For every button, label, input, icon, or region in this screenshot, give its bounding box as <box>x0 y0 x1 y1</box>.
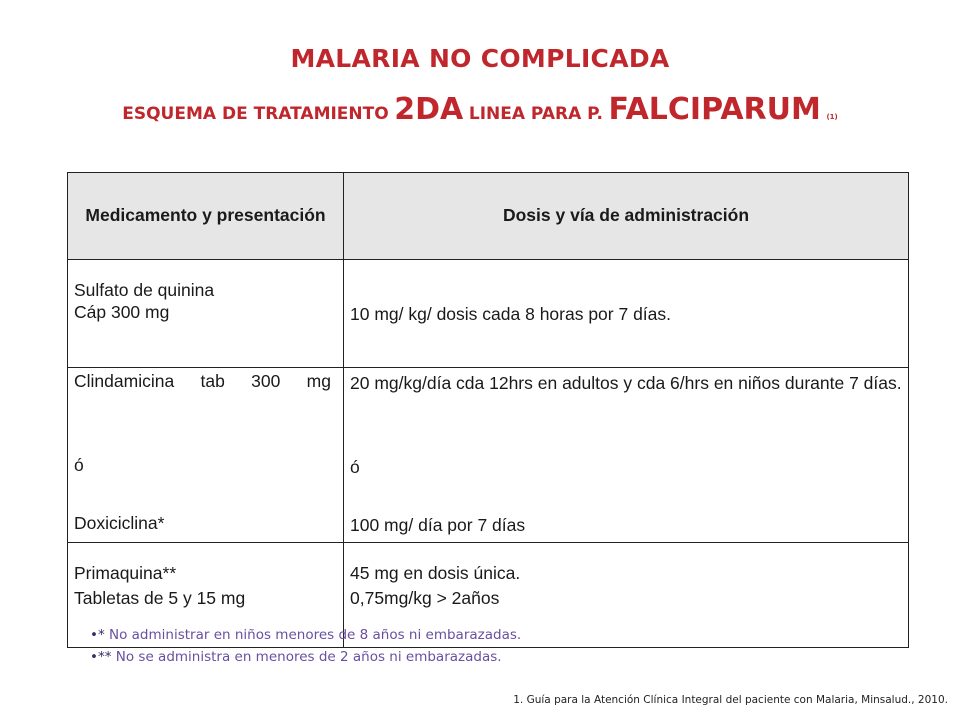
table-row <box>68 368 909 543</box>
footnote-text: No se administra en menores de 2 años ni embarazadas. <box>111 649 502 665</box>
footnote-marker: •* <box>90 627 105 643</box>
dose-cell <box>344 260 909 368</box>
footnote-marker: •** <box>90 649 112 665</box>
dose-cell <box>344 368 909 543</box>
treatment-table <box>67 172 909 648</box>
medication-line: ó <box>74 455 84 475</box>
dose-line: ó <box>350 457 360 477</box>
slide-title: MALARIA NO COMPLICADA <box>290 44 670 73</box>
footnotes <box>90 624 521 668</box>
table-header-row <box>68 173 909 260</box>
medication-line: Clindamicina tab 300 mg <box>74 371 331 391</box>
subtitle-part4: FALCIPARUM <box>608 92 821 127</box>
medication-line: Tabletas de 5 y 15 mg <box>74 587 246 608</box>
dose-line: 100 mg/ día por 7 días <box>350 515 526 535</box>
footnote-text: No administrar en niños menores de 8 años ni embarazadas. <box>104 627 522 643</box>
slide-subtitle <box>0 92 960 127</box>
dose-line: 10 mg/ kg/ dosis cada 8 horas por 7 días. <box>350 304 672 325</box>
medication-line: Sulfato de quinina <box>74 280 215 300</box>
reference-citation: 1. Guía para la Atención Clínica Integral del paciente con Malaria, Minsalud., 2010. <box>513 694 948 706</box>
subtitle-part1: ESQUEMA DE TRATAMIENTO <box>122 104 389 124</box>
subtitle-part2: 2DA <box>394 92 464 127</box>
medication-line: Cáp 300 mg <box>74 301 170 322</box>
table-row <box>68 260 909 368</box>
medication-line: Doxiciclina* <box>74 513 165 533</box>
medication-cell <box>68 260 344 368</box>
footnote <box>90 646 521 668</box>
subtitle-part3: LINEA PARA P. <box>468 104 603 124</box>
dose-line: 20 mg/kg/día cda 12hrs en adultos y cda 6/hrs en niños durante 7 días. <box>350 373 902 393</box>
dose-line: 0,75mg/kg > 2años <box>350 587 500 608</box>
medication-cell <box>68 368 344 543</box>
dose-line: 45 mg en dosis única. <box>350 563 521 583</box>
medication-line: Primaquina** <box>74 563 177 583</box>
header-dose: Dosis y vía de administración <box>344 173 909 260</box>
footnote <box>90 624 521 646</box>
subtitle-reference: (1) <box>826 113 838 121</box>
header-medication: Medicamento y presentación <box>68 173 344 260</box>
